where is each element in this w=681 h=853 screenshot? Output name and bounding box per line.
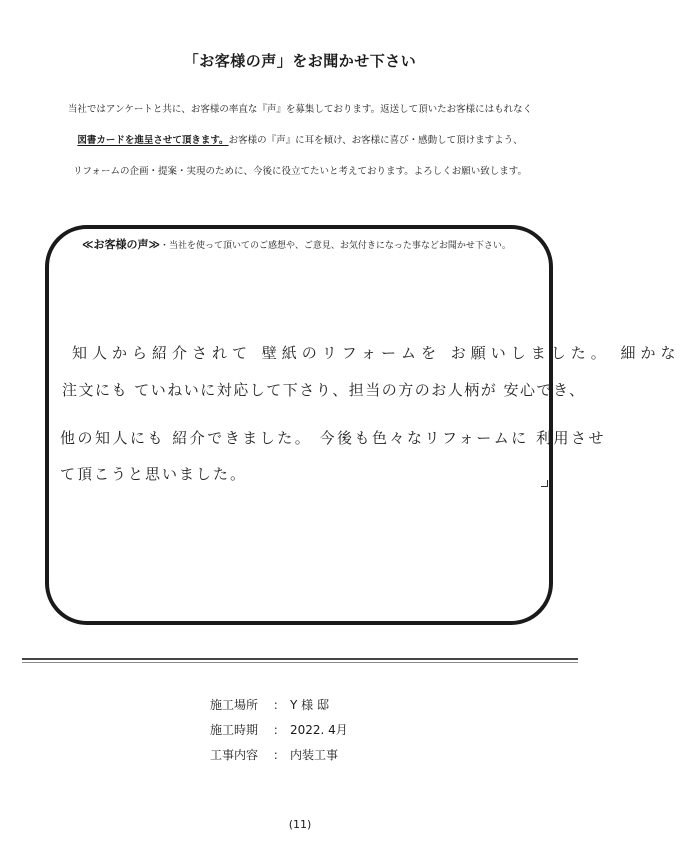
voice-box-label: ≪お客様の声≫ [82, 238, 161, 251]
end-mark-icon [541, 480, 548, 487]
handwritten-line-4: て頂こうと思いました。 [60, 465, 248, 483]
divider-thin [22, 662, 578, 663]
info-row-date [210, 721, 348, 738]
page-title: 「お客様の声」をお聞かせ下さい [183, 52, 417, 70]
intro-line-3: リフォームの企画・提案・実現のために、今後に役立てたいと考えております。よろしくお願い致します。 [72, 166, 527, 177]
date-colon: ： [272, 723, 285, 737]
site-label: 施工場所 [210, 698, 259, 712]
site-colon: ： [272, 698, 285, 712]
gift-card-notice: 図書カードを進呈させて頂きます。 [77, 135, 229, 146]
date-label: 施工時期 [210, 723, 259, 737]
handwritten-line-2: 注文にも ていねいに対応して下さり、担当の方のお人柄が 安心でき、 [62, 381, 586, 399]
info-row-content [210, 746, 338, 763]
page-number: (11) [288, 818, 312, 831]
intro-line-1: 当社ではアンケートと共に、お客様の率直な『声』を募集しております。返送して頂いたお客様にはもれなく [67, 104, 533, 115]
content-colon: ： [272, 748, 285, 762]
voice-box-header [82, 236, 511, 252]
customer-voice-box [45, 225, 553, 625]
date-value: 2022. 4月 [290, 723, 348, 737]
intro-line-2 [0, 136, 600, 146]
divider-thick [22, 658, 578, 660]
voice-box-hint: ・当社を使って頂いてのご感想や、ご意見、お気付きになった事などお聞かせ下さい。 [160, 241, 511, 251]
handwritten-line-3: 他の知人にも 紹介できました。 今後も色々なリフォームに 利用させ [60, 429, 607, 447]
content-value: 内装工事 [290, 748, 339, 762]
content-label: 工事内容 [210, 748, 259, 762]
info-row-site [210, 696, 329, 713]
handwritten-line-1: 知人から紹介されて 壁紙のリフォームを お願いしました。 細かな [72, 344, 681, 362]
intro-line-2-rest: お客様の『声』に耳を傾け、お客様に喜び・感動して頂けますよう、 [228, 135, 523, 146]
site-value: Y 様 邸 [290, 698, 329, 712]
